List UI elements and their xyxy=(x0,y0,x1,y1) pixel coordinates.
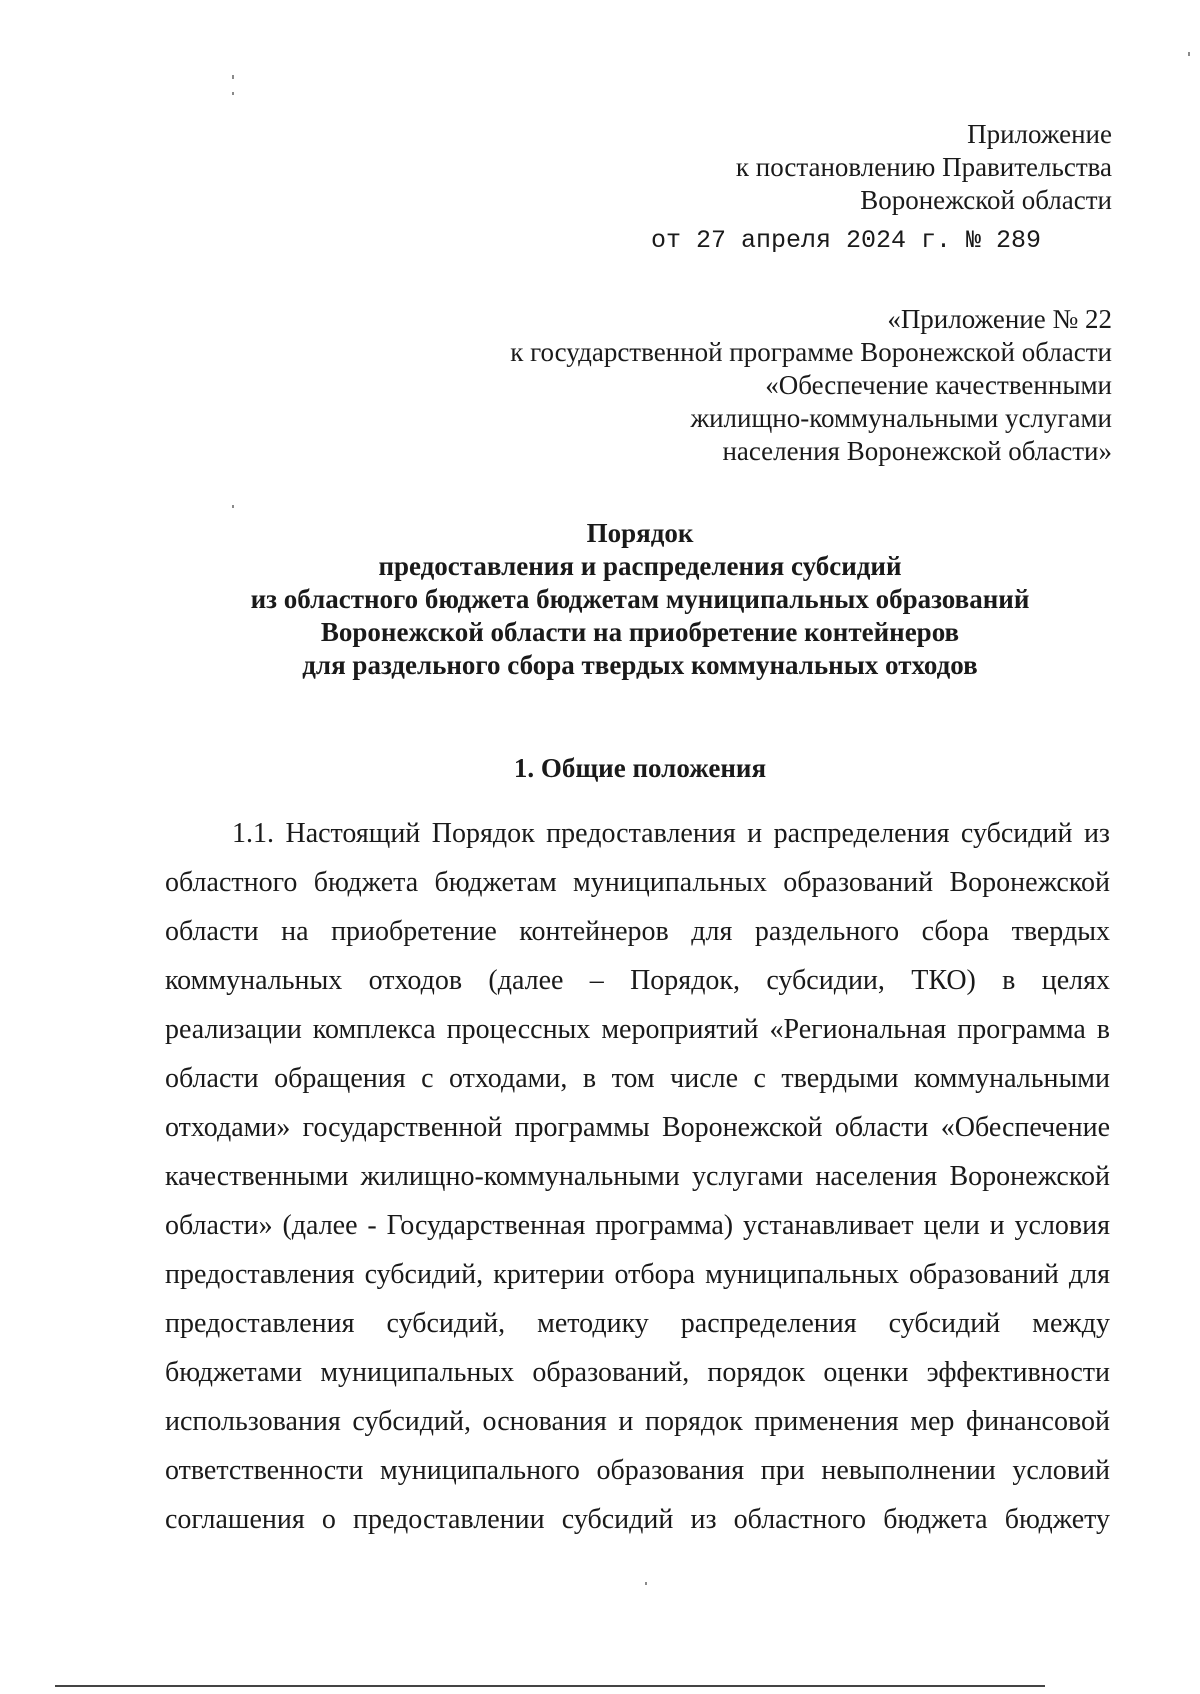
header-resolution-label: к постановлению Правительства xyxy=(735,152,1112,182)
paragraph-line: соглашения о предоставлении субсидий из областного бюджета бюджету xyxy=(165,1504,1110,1535)
annex-program-name-1: «Обеспечение качественными xyxy=(765,370,1112,400)
annex-program-name-2: жилищно-коммунальными услугами xyxy=(690,403,1112,433)
paragraph-line: области обращения с отходами, в том числе с твердыми коммунальными xyxy=(165,1063,1110,1094)
paragraph-line: бюджетами муниципальных образований, порядок оценки эффективности xyxy=(165,1357,1110,1388)
paragraph-line: реализации комплекса процессных мероприятий «Региональная программа в xyxy=(165,1014,1110,1045)
annex-number: «Приложение № 22 xyxy=(887,304,1112,334)
header-date-number: от 27 апреля 2024 г. № 289 xyxy=(651,226,1042,255)
paragraph-line: предоставления субсидий, методику распределения субсидий между xyxy=(165,1308,1110,1339)
document-title-5: для раздельного сбора твердых коммунальных отходов xyxy=(302,650,978,680)
header-region-label: Воронежской области xyxy=(860,185,1112,215)
scan-bottom-edge xyxy=(55,1685,1045,1687)
annex-program-label: к государственной программе Воронежской области xyxy=(510,337,1112,367)
paragraph-line: ответственности муниципального образования при невыполнении условий xyxy=(165,1455,1110,1486)
scan-speck xyxy=(645,1582,647,1585)
scan-speck xyxy=(232,505,234,508)
paragraph-line: использования субсидий, основания и порядок применения мер финансовой xyxy=(165,1406,1110,1437)
document-title-1: Порядок xyxy=(586,518,694,548)
paragraph-line: отходами» государственной программы Воронежской области «Обеспечение xyxy=(165,1112,1110,1143)
document-title-4: Воронежской области на приобретение контейнеров xyxy=(320,617,960,647)
scan-speck xyxy=(1188,52,1190,56)
paragraph-line: качественными жилищно-коммунальными услугами населения Воронежской xyxy=(165,1161,1110,1192)
scan-speck xyxy=(232,92,234,95)
document-title-3: из областного бюджета бюджетам муниципальных образований xyxy=(250,584,1030,614)
paragraph-line: областного бюджета бюджетам муниципальных образований Воронежской xyxy=(165,867,1110,898)
document-title-2: предоставления и распределения субсидий xyxy=(378,551,902,581)
paragraph-line: 1.1. Настоящий Порядок предоставления и распределения субсидий из xyxy=(232,818,1110,849)
paragraph-line: области на приобретение контейнеров для раздельного сбора твердых xyxy=(165,916,1110,947)
paragraph-line: коммунальных отходов (далее – Порядок, субсидии, ТКО) в целях xyxy=(165,965,1110,996)
scan-speck xyxy=(232,75,234,79)
header-appendix-label: Приложение xyxy=(967,119,1112,149)
annex-program-name-3: населения Воронежской области» xyxy=(722,436,1112,466)
paragraph-line: предоставления субсидий, критерии отбора муниципальных образований для xyxy=(165,1259,1110,1290)
section-heading: 1. Общие положения xyxy=(513,753,767,783)
paragraph-line: области» (далее - Государственная программа) устанавливает цели и условия xyxy=(165,1210,1110,1241)
